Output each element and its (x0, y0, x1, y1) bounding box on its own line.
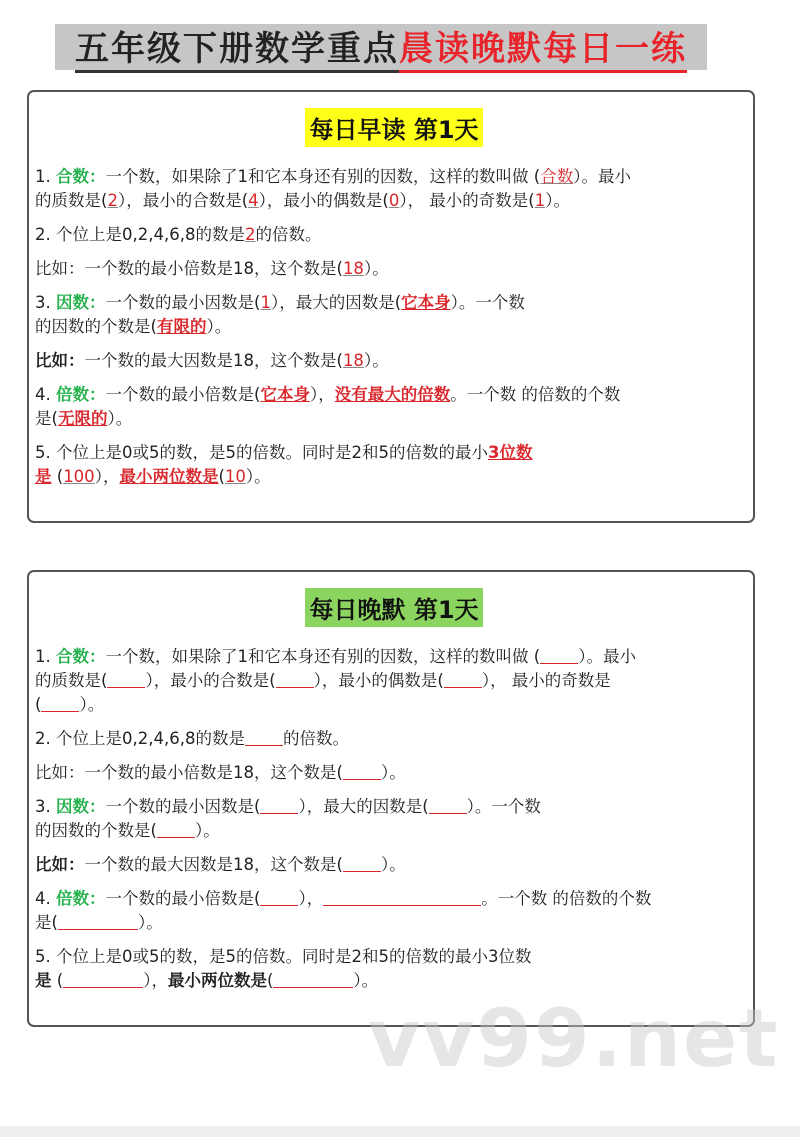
text: 一个数的最小倍数是( (105, 889, 261, 908)
answer-blank[interactable] (273, 971, 353, 988)
text: 5. 个位上是0或5的数，是5的倍数。同时是2和5的倍数的最小3位数 (35, 947, 532, 966)
watermark: vv99.net (368, 992, 780, 1085)
answer-blank[interactable] (540, 647, 578, 664)
text: ），最小的合数是( (117, 191, 249, 210)
text: ）。 (194, 821, 220, 840)
answer-blank[interactable] (107, 671, 145, 688)
item-7 (35, 441, 753, 489)
text: 的质数是( (35, 191, 108, 210)
text: ）。一个数 (466, 797, 541, 816)
text: 一个数的最大因数是18，这个数是( (84, 351, 343, 370)
text: 2. 个位上是0,2,4,6,8的数是 (35, 729, 245, 748)
answer-blank[interactable] (343, 855, 381, 872)
answer-blank[interactable] (245, 729, 283, 746)
item-1 (35, 165, 753, 213)
text: ）。 (545, 191, 570, 210)
answer-emphasis: 它本身 (401, 293, 451, 312)
text: ），最小的偶数是( (313, 671, 444, 690)
item-4 (35, 795, 753, 843)
card-header: 每日早读 第1天 (305, 108, 482, 147)
text: 4. (35, 385, 56, 404)
bold-text: 比如： (35, 855, 85, 874)
item-2 (35, 727, 753, 751)
answer: 2 (107, 191, 118, 210)
text: ( (218, 467, 225, 486)
horizontal-scrollbar[interactable] (0, 1126, 800, 1137)
text: ），最大的因数是( (270, 293, 402, 312)
answer-blank[interactable] (58, 913, 138, 930)
text: ），最小的合数是( (145, 671, 276, 690)
text: ）。最小 (578, 647, 636, 666)
bold-text: 比如： (35, 351, 85, 370)
text: 是( (35, 913, 58, 932)
answer-blank[interactable] (157, 821, 195, 838)
term-label: 合数： (56, 647, 106, 666)
answer: 2 (244, 225, 256, 244)
item-3 (35, 761, 753, 785)
answer: 0 (388, 191, 400, 210)
item-4 (35, 291, 753, 339)
text: 1. (35, 167, 56, 186)
text: ）。 (363, 259, 389, 278)
answer: 合数 (540, 167, 574, 186)
item-6 (35, 383, 753, 431)
item-2 (35, 223, 753, 247)
text: ）。 (245, 467, 271, 486)
text: 一个数的最小倍数是( (105, 385, 261, 404)
card-header: 每日晚默 第1天 (305, 588, 482, 627)
morning-reading-card (27, 90, 755, 523)
answer-blank[interactable] (276, 671, 314, 688)
term-label: 合数： (56, 167, 106, 186)
answer-blank[interactable] (323, 889, 481, 906)
answer: 18 (342, 259, 364, 278)
text: ）。 (363, 351, 389, 370)
text: ）， (309, 385, 335, 404)
answer: 18 (342, 351, 364, 370)
answer-emphasis: 有限的 (156, 317, 207, 336)
text: ）。 (137, 913, 163, 932)
text: ）， 最小的奇数是 (481, 671, 611, 690)
text: 。一个数 的倍数的个数 (450, 385, 621, 404)
text: 3. (35, 797, 56, 816)
item-7 (35, 945, 753, 993)
evening-dictation-card (27, 570, 755, 1027)
text: 3. (35, 293, 56, 312)
text: ）， (298, 889, 324, 908)
text: 的倍数。 (255, 225, 322, 244)
text: 一个数，如果除了1和它本身还有别的因数，这样的数叫做 ( (105, 647, 541, 666)
text: 比如：一个数的最小倍数是18，这个数是( (35, 763, 343, 782)
answer: 1 (260, 293, 271, 312)
text: ( (266, 971, 274, 990)
text: ）， 最小的奇数是( (399, 191, 535, 210)
text: ），最小的偶数是( (258, 191, 389, 210)
text: ）。最小 (573, 167, 631, 186)
answer-blank[interactable] (63, 971, 143, 988)
answer: 4 (248, 191, 259, 210)
text: 1. (35, 647, 56, 666)
text: 的倍数。 (282, 729, 349, 748)
card-body (35, 165, 753, 489)
card-body (35, 645, 753, 993)
text: 一个数的最小因数是( (105, 293, 261, 312)
answer-blank[interactable] (429, 797, 467, 814)
term-label: 因数： (56, 293, 106, 312)
term-label: 因数： (56, 797, 106, 816)
text: 一个数，如果除了1和它本身还有别的因数，这样的数叫做 ( (105, 167, 541, 186)
text: ）。 (107, 409, 133, 428)
answer-blank[interactable] (343, 763, 381, 780)
answer-emphasis: 它本身 (260, 385, 310, 404)
term-label: 倍数： (56, 385, 106, 404)
text: ）。 (380, 763, 406, 782)
title-part-2: 晨读晚默每日一练 (399, 21, 687, 73)
text: 的质数是( (35, 671, 108, 690)
answer-blank[interactable] (41, 695, 79, 712)
text: 是( (35, 409, 58, 428)
page-title (55, 24, 707, 70)
answer: 1 (534, 191, 546, 210)
text: 的因数的个数是( (35, 821, 157, 840)
item-5 (35, 349, 753, 373)
text: ( (51, 467, 64, 486)
text: ）。 (380, 855, 406, 874)
text: ）。 (79, 695, 105, 714)
text: 2. 个位上是0,2,4,6,8的数是 (35, 225, 245, 244)
text: 4. (35, 889, 56, 908)
answer: 100 (63, 467, 95, 486)
answer-blank[interactable] (260, 797, 298, 814)
item-5 (35, 853, 753, 877)
answer: 10 (224, 467, 246, 486)
answer-blank[interactable] (444, 671, 482, 688)
title-part-1: 五年级下册数学重点 (75, 21, 399, 73)
text: ( (51, 971, 64, 990)
text: ）。一个数 (450, 293, 525, 312)
bold-text: 最小两位数是 (167, 971, 267, 990)
answer-emphasis: 最小两位数是 (119, 467, 219, 486)
text: ）， (94, 467, 120, 486)
text: ）。 (353, 971, 379, 990)
text: 比如：一个数的最小倍数是18，这个数是( (35, 259, 343, 278)
answer-emphasis: 是 (35, 467, 52, 486)
bold-text: 是 (35, 971, 52, 990)
text: 的因数的个数是( (35, 317, 157, 336)
text: ( (35, 695, 42, 714)
term-label: 倍数： (56, 889, 106, 908)
answer-blank[interactable] (260, 889, 298, 906)
text: 一个数的最大因数是18，这个数是( (84, 855, 343, 874)
text: ）， (143, 971, 168, 990)
text: 。一个数 的倍数的个数 (481, 889, 652, 908)
text: 5. 个位上是0或5的数，是5的倍数。同时是2和5的倍数的最小 (35, 443, 488, 462)
item-3 (35, 257, 753, 281)
answer-emphasis: 无限的 (57, 409, 108, 428)
item-6 (35, 887, 753, 935)
text: 一个数的最小因数是( (105, 797, 261, 816)
answer-emphasis: 3位数 (487, 443, 533, 462)
answer-emphasis: 没有最大的倍数 (334, 385, 451, 404)
item-1 (35, 645, 753, 717)
text: ）。 (206, 317, 232, 336)
text: ），最大的因数是( (298, 797, 429, 816)
